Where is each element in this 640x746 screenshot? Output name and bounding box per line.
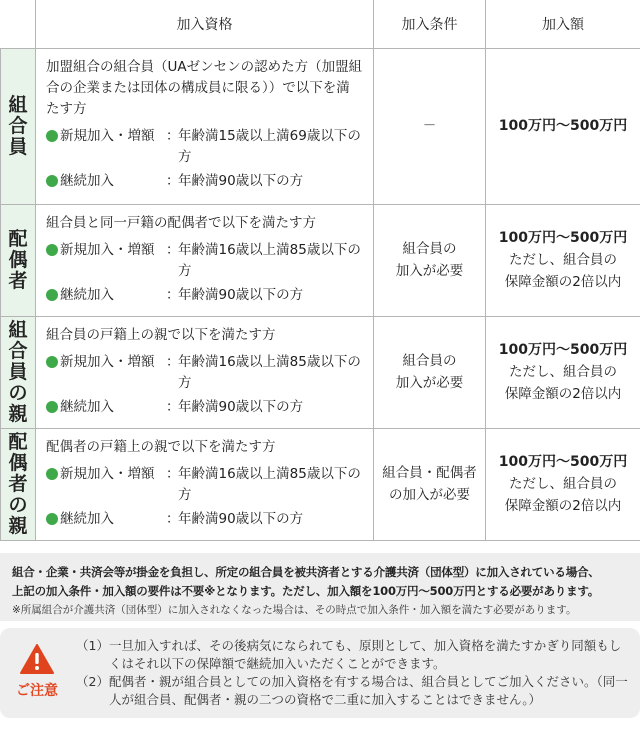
caution-box <box>0 628 640 718</box>
bullet-item <box>46 240 363 282</box>
condition-cell <box>374 48 486 204</box>
caution-item-number: （1） <box>76 638 109 653</box>
amount-cell <box>486 316 640 428</box>
bullet-item <box>46 509 363 530</box>
bullet-separator: ： <box>166 127 180 144</box>
row-label <box>1 204 36 316</box>
green-dot-icon <box>46 175 58 187</box>
bullet-label: 継続加入 <box>60 510 114 527</box>
bullet-value: 年齢満16歳以上満85歳以下の方 <box>178 465 361 503</box>
header-amount: 加入額 <box>486 0 640 48</box>
qualification-intro: 組合員の戸籍上の親で以下を満たす方 <box>46 326 276 343</box>
bullet-value: 年齢満15歳以上満69歳以下の方 <box>178 127 361 165</box>
row-label-char: 偶 <box>8 451 28 474</box>
caution-item-text: 配偶者・親が組合員としての加入資格を有する場合は、組合員としてご加入ください。（同一人が組合員、配偶者・親の二つの資格で二重に加入することはできません。） <box>108 674 628 707</box>
row-label-char: 親 <box>8 514 28 537</box>
qualification-intro: 組合員と同一戸籍の配偶者で以下を満たす方 <box>46 214 316 231</box>
note-line-1: 組合・企業・共済会等が掛金を負担し、所定の組合員を被共済者とする介護共済（団体型）に加入されている場合、 <box>12 565 600 579</box>
caution-item <box>76 637 630 673</box>
amount-sub: ただし、組合員の 保障金額の2倍以内 <box>504 364 622 402</box>
row-label-char: 合 <box>8 114 28 137</box>
condition-cell <box>374 204 486 316</box>
row-label-char: 員 <box>8 135 28 158</box>
green-dot-icon <box>46 513 58 525</box>
bullet-separator: ： <box>166 510 180 527</box>
qualification-cell <box>36 316 374 428</box>
row-label <box>1 48 36 204</box>
caution-item-text: 一旦加入すれば、その後病気になられても、原則として、加入資格を満たすかぎり同額もしくはそれ以下の保障額で継続加入いただくことができます。 <box>108 638 622 671</box>
green-dot-icon <box>46 356 58 368</box>
green-dot-icon <box>46 401 58 413</box>
table-row <box>1 316 640 428</box>
table-header-row <box>1 0 640 48</box>
bullet-separator: ： <box>166 353 180 370</box>
bullet-separator: ： <box>166 241 180 258</box>
row-label-char: の <box>8 381 28 404</box>
amount-main: 100万円～500万円 <box>498 118 628 134</box>
bullet-label: 新規加入・増額 <box>60 353 155 370</box>
amount-cell <box>486 204 640 316</box>
condition-text: 組合員の 加入が必要 <box>395 241 464 279</box>
bullet-value: 年齢満90歳以下の方 <box>178 398 304 415</box>
row-label-char: 組 <box>8 93 28 116</box>
note-line-3: ※所属組合が介護共済（団体型）に加入されなくなった場合は、その時点で加入条件・加入額を満たす必要があります。 <box>12 604 577 616</box>
row-label-char: 偶 <box>8 248 28 271</box>
header-corner <box>1 0 36 48</box>
amount-sub: ただし、組合員の 保障金額の2倍以内 <box>504 476 622 514</box>
condition-cell <box>374 428 486 540</box>
bullet-item <box>46 397 363 418</box>
bullet-item <box>46 464 363 506</box>
bullet-item <box>46 171 363 192</box>
bullet-value: 年齢満16歳以上満85歳以下の方 <box>178 353 361 391</box>
caution-item-number: （2） <box>76 674 109 689</box>
bullet-separator: ： <box>166 465 180 482</box>
header-qualification: 加入資格 <box>36 0 374 48</box>
green-dot-icon <box>46 244 58 256</box>
qualification-intro: 配偶者の戸籍上の親で以下を満たす方 <box>46 438 276 455</box>
condition-text: 組合員・配偶者 の加入が必要 <box>382 465 477 503</box>
warning-icon <box>20 644 54 674</box>
bullet-item <box>46 126 363 168</box>
row-label-char: の <box>8 493 28 516</box>
amount-cell <box>486 48 640 204</box>
row-label-char: 者 <box>8 269 28 292</box>
row-label <box>1 316 36 428</box>
condition-cell <box>374 316 486 428</box>
note-line-2: 上記の加入条件・加入額の要件は不要※となります。ただし、加入額を100万円～500万円とする必要があります。 <box>12 584 600 598</box>
row-label-char: 配 <box>8 430 28 453</box>
row-label <box>1 428 36 540</box>
row-label-char: 配 <box>8 227 28 250</box>
amount-main: 100万円～500万円 <box>498 342 628 358</box>
caution-badge <box>12 644 62 700</box>
bullet-label: 継続加入 <box>60 172 114 189</box>
amount-cell <box>486 428 640 540</box>
amount-main: 100万円～500万円 <box>498 230 628 246</box>
group-plan-note <box>0 553 640 621</box>
table-row <box>1 428 640 540</box>
green-dot-icon <box>46 468 58 480</box>
table-row <box>1 204 640 316</box>
bullet-separator: ： <box>166 286 180 303</box>
qualification-cell <box>36 48 374 204</box>
bullet-value: 年齢満90歳以下の方 <box>178 286 304 303</box>
bullet-separator: ： <box>166 398 180 415</box>
row-label-char: 合 <box>8 339 28 362</box>
bullet-separator: ： <box>166 172 180 189</box>
bullet-item <box>46 285 363 306</box>
caution-label: ご注意 <box>16 683 58 699</box>
row-label-char: 組 <box>8 318 28 341</box>
row-label-char: 員 <box>8 360 28 383</box>
amount-main: 100万円～500万円 <box>498 454 628 470</box>
bullet-label: 継続加入 <box>60 286 114 303</box>
bullet-item <box>46 352 363 394</box>
green-dot-icon <box>46 130 58 142</box>
row-label-char: 者 <box>8 472 28 495</box>
qualification-cell <box>36 204 374 316</box>
bullet-label: 継続加入 <box>60 398 114 415</box>
header-condition: 加入条件 <box>374 0 486 48</box>
bullet-label: 新規加入・増額 <box>60 465 155 482</box>
caution-list <box>76 637 630 709</box>
amount-sub: ただし、組合員の 保障金額の2倍以内 <box>504 252 622 290</box>
caution-item <box>76 673 630 709</box>
bullet-value: 年齢満90歳以下の方 <box>178 510 304 527</box>
table-row <box>1 48 640 204</box>
bullet-value: 年齢満16歳以上満85歳以下の方 <box>178 241 361 279</box>
bullet-value: 年齢満90歳以下の方 <box>178 172 304 189</box>
condition-text: － <box>422 118 437 134</box>
qualification-cell <box>36 428 374 540</box>
qualification-intro: 加盟組合の組合員（UAゼンセンの認めた方（加盟組合の企業または団体の構成員に限る））で以下を満たす方 <box>46 58 363 117</box>
condition-text: 組合員の 加入が必要 <box>395 353 464 391</box>
bullet-label: 新規加入・増額 <box>60 127 155 144</box>
bullet-label: 新規加入・増額 <box>60 241 155 258</box>
green-dot-icon <box>46 289 58 301</box>
row-label-char: 親 <box>8 402 28 425</box>
